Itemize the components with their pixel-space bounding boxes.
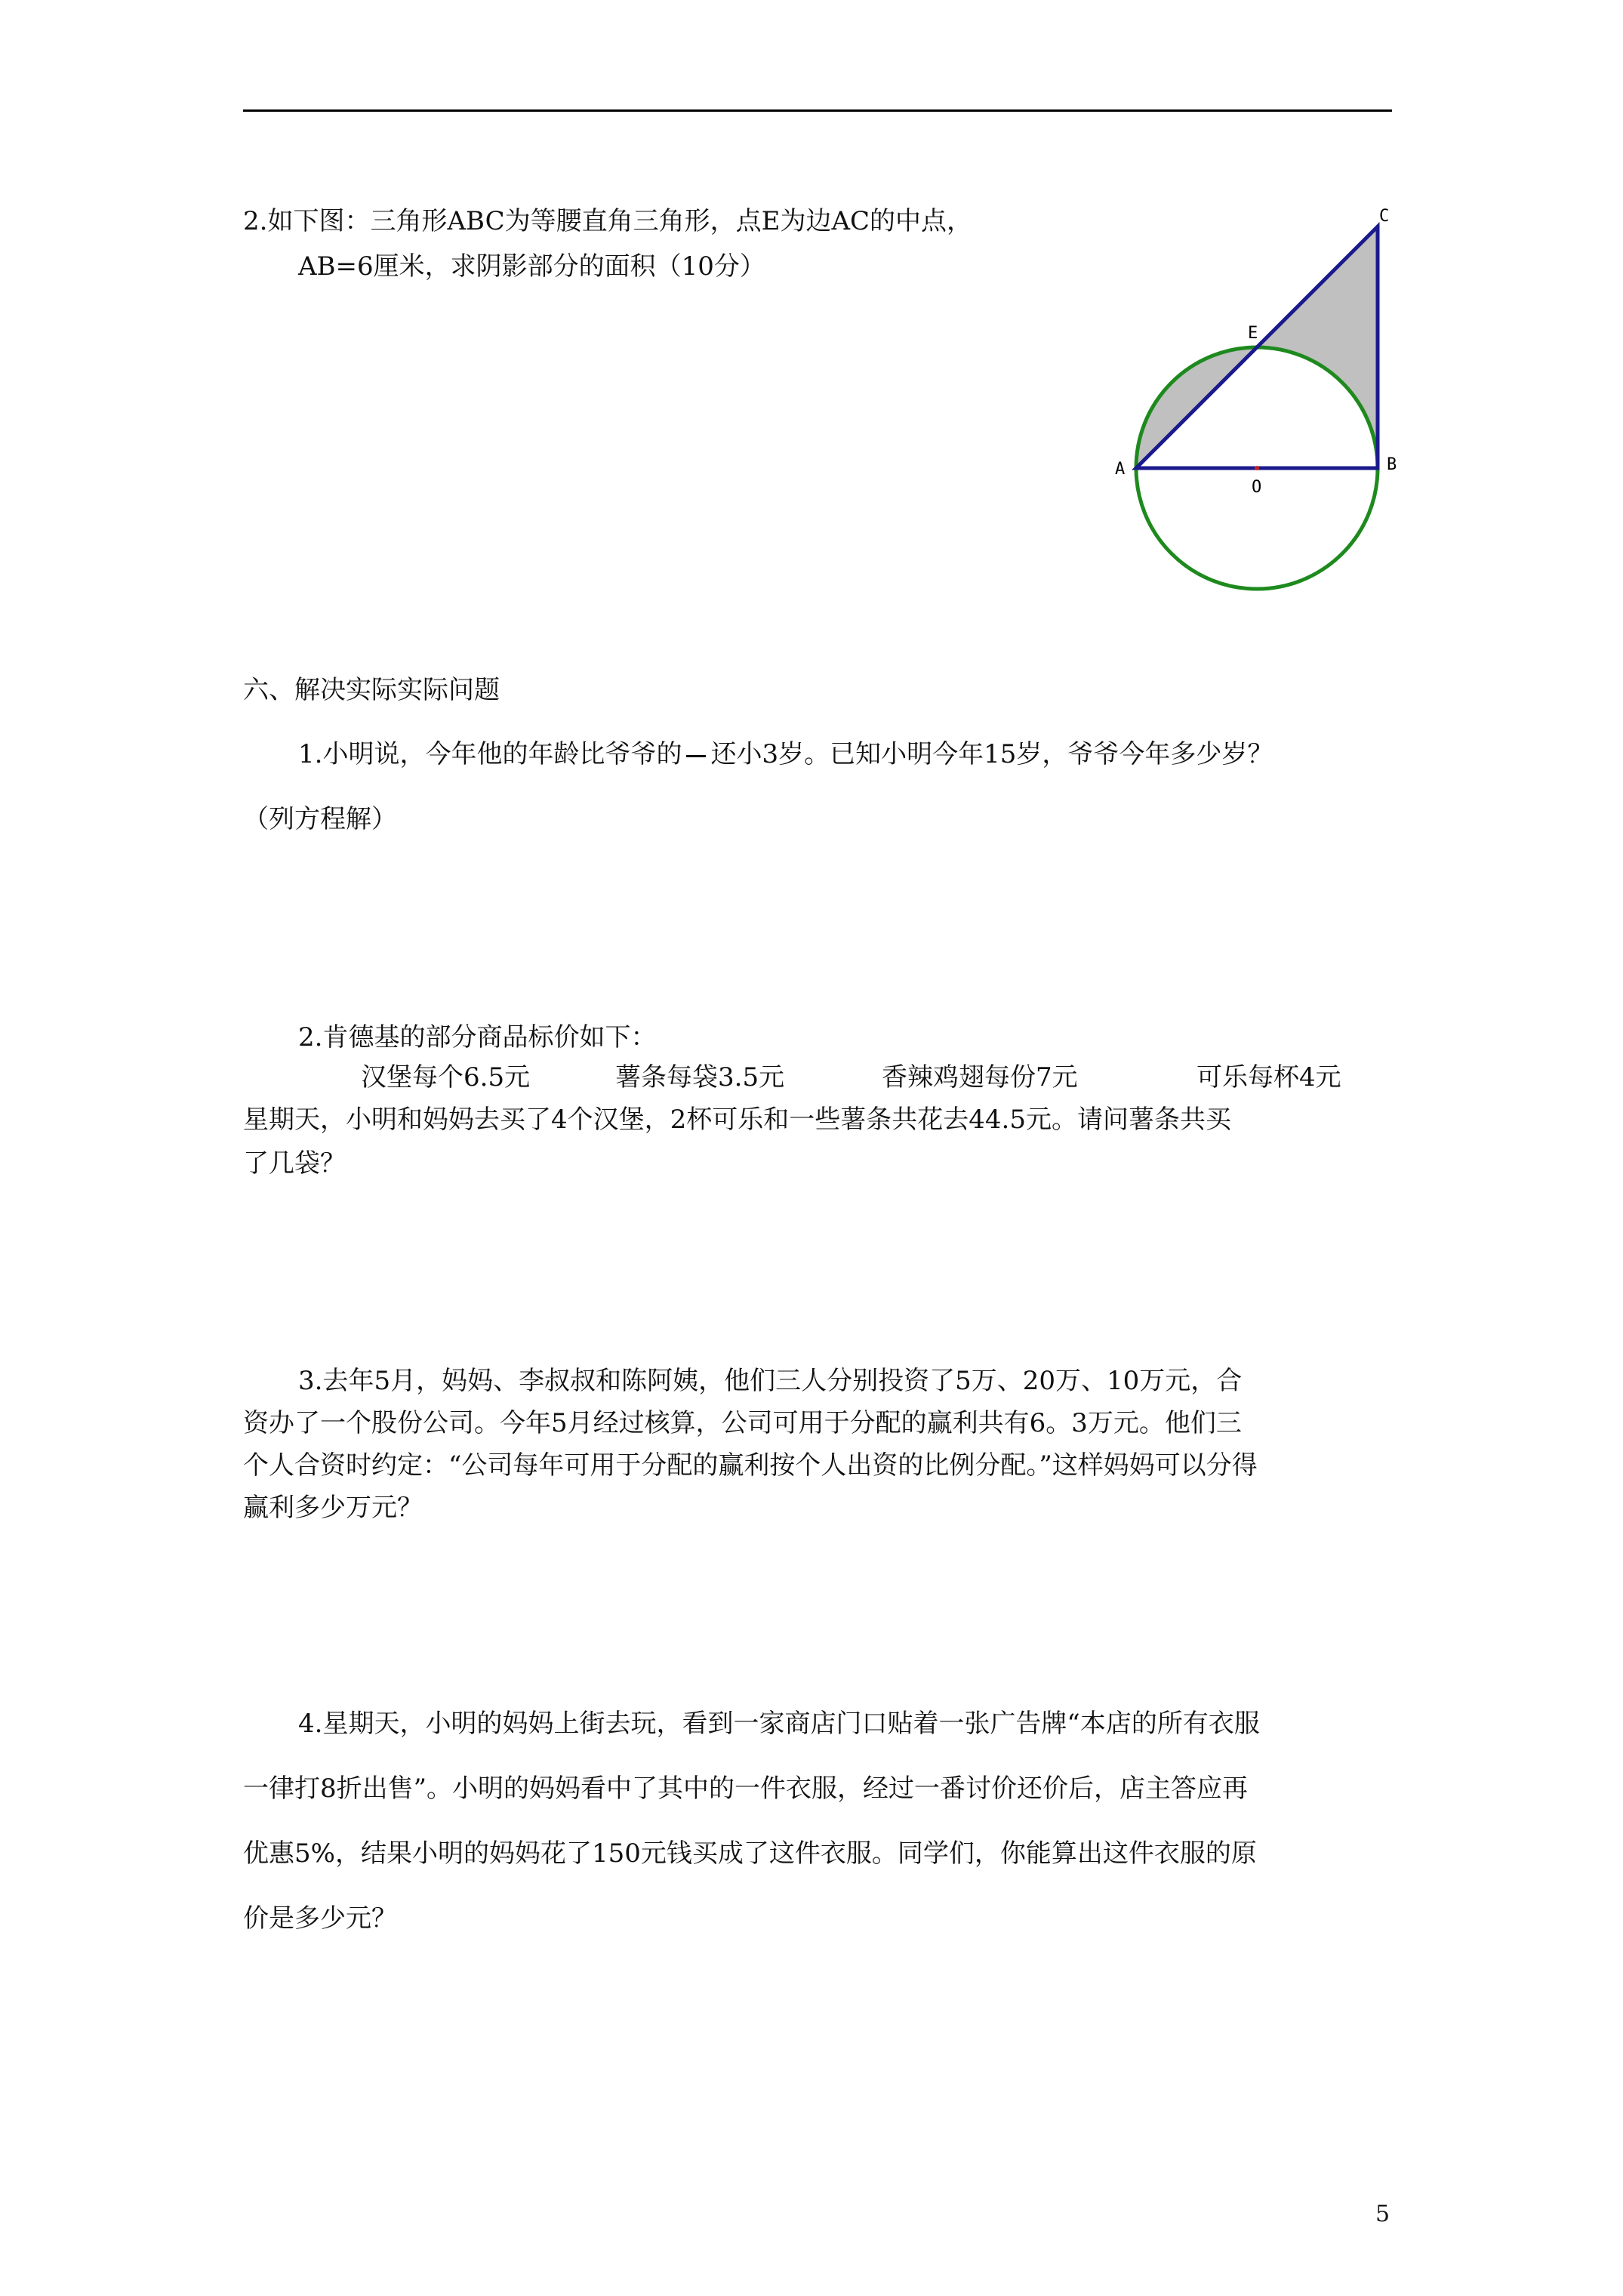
q3-line-1: 3.去年5月，妈妈、李叔叔和陈阿姨，他们三人分别投资了5万、20万、10万元，合: [298, 1366, 1243, 1396]
q1-line-1-post: 还小3岁。已知小明今年15岁，爷爷今年多少岁？: [710, 739, 1273, 769]
page-number: 5: [1375, 2201, 1390, 2227]
q1-line-2: （列方程解）: [243, 804, 397, 834]
price-fries: 薯条每袋3.5元: [615, 1062, 785, 1093]
header-rule: [243, 109, 1392, 112]
price-wings: 香辣鸡翅每份7元: [882, 1062, 1078, 1093]
q1-line-1: [298, 741, 1273, 767]
label-c: C: [1379, 207, 1390, 226]
q3-line-2: 资办了一个股份公司。今年5月经过核算，公司可用于分配的赢利共有6。3万元。他们三: [243, 1408, 1242, 1438]
q4-line-2: 一律打8折出售”。小明的妈妈看中了其中的一件衣服，经过一番讨价还价后，店主答应再: [243, 1774, 1249, 1804]
q2-line-1: 星期天，小明和妈妈去买了4个汉堡，2杯可乐和一些薯条共花去44.5元。请问薯条共买: [243, 1105, 1231, 1135]
price-cola: 可乐每杯4元: [1196, 1062, 1341, 1093]
q4-line-4: 价是多少元？: [243, 1903, 397, 1934]
label-a: A: [1115, 460, 1126, 479]
q2-intro: 2.肯德基的部分商品标价如下：: [298, 1022, 657, 1052]
geometry-question-line-2: AB=6厘米，求阴影部分的面积（10分）: [298, 251, 765, 282]
label-b: B: [1387, 455, 1397, 474]
fraction-bar: [686, 755, 706, 757]
geometry-figure: [1098, 193, 1415, 612]
label-o: O: [1252, 478, 1262, 497]
label-e: E: [1248, 324, 1258, 343]
center-point-o: [1255, 466, 1259, 470]
geometry-question-line-1: 2.如下图：三角形ABC为等腰直角三角形，点E为边AC的中点，: [243, 206, 973, 236]
q2-line-2: 了几袋？: [243, 1148, 346, 1179]
q3-line-4: 赢利多少万元？: [243, 1493, 423, 1523]
q3-line-3: 个人合资时约定：“公司每年可用于分配的赢利按个人出资的比例分配。”这样妈妈可以分得: [243, 1450, 1258, 1481]
section-heading: 六、解决实际实际问题: [243, 675, 500, 705]
q4-line-3: 优惠5%，结果小明的妈妈花了150元钱买成了这件衣服。同学们，你能算出这件衣服的原: [243, 1838, 1257, 1869]
q1-line-1-pre: 1.小明说，今年他的年龄比爷爷的: [298, 739, 682, 769]
q4-line-1: 4.星期天，小明的妈妈上街去玩，看到一家商店门口贴着一张广告牌“本店的所有衣服: [298, 1709, 1260, 1739]
price-hamburger: 汉堡每个6.5元: [361, 1062, 531, 1093]
